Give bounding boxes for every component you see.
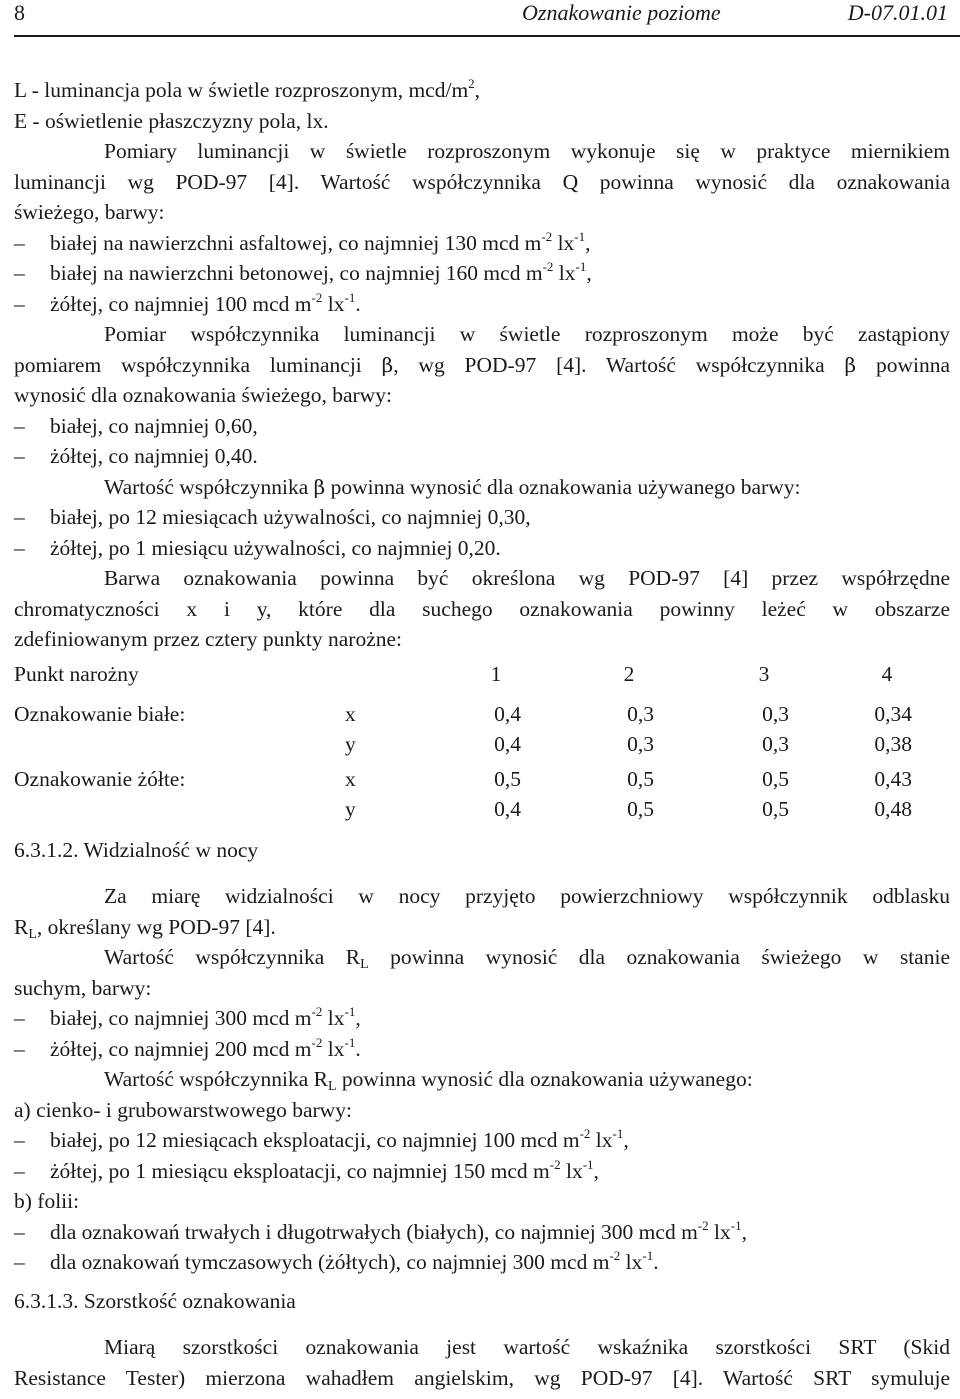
table-header-cell: 2 [623, 661, 635, 686]
list-item: – białej na nawierzchni asfaltowej, co najmniej 130 mcd $m^{-2}$ $lx^{-1}$, [14, 228, 591, 255]
para-rl-fresh-2: suchym, barwy: [14, 975, 152, 1000]
table-cell: 0,4 [494, 701, 521, 726]
para-rl-fresh-1: Wartość współczynnika $R_L$ powinna wynosić dla oznakowania świeżego w stanie [104, 945, 950, 972]
list-item: – żółtej, po 1 miesiącu eksploatacji, co najmniej 150 mcd $m^{-2}$ $lx^{-1}$, [14, 1156, 599, 1183]
para-luminance-1: Pomiary luminancji w świetle rozproszonym wykonuje się w praktyce miernikiem [104, 139, 950, 163]
list-item: – dla oznakowań trwałych i długotrwałych (białych), co najmniej 300 mcd $m^{-2}$ $lx^{-1}$, [14, 1217, 747, 1244]
para-color-2: chromatyczności x i y, które dla suchego oznakowania powinny leżeć w obszarze [14, 596, 950, 621]
table-cell: 0,3 [627, 701, 654, 726]
table-cell: 0,3 [762, 731, 789, 756]
header-code: D-07.01.01 [847, 0, 948, 25]
table-cell: 0,4 [494, 731, 521, 756]
list-item: – białej, co najmniej 300 mcd $m^{-2}$ $lx^{-1}$, [14, 1004, 361, 1030]
para-beta-1: Pomiar współczynnika luminancji w świetle rozproszonym może być zastąpiony [104, 322, 950, 346]
table-header-label: Punkt narożny [14, 661, 139, 686]
para-rl-2: $R_L$, określany wg POD-97 [4]. [14, 914, 276, 942]
rl-used-b-label: b) folii: [14, 1189, 80, 1213]
table-header-cell: 3 [758, 661, 770, 686]
para-beta-used: Wartość współczynnika β powinna wynosić dla oznakowania używanego barwy: [104, 474, 801, 499]
table-cell: 0,48 [874, 796, 912, 821]
para-color-1: Barwa oznakowania powinna być określona wg POD-97 [4] przez współrzędne [104, 566, 950, 590]
list-item: – białej, po 12 miesiącach używalności, co najmniej 0,30, [14, 505, 531, 529]
content [14, 75, 950, 1393]
list-item: – białej na nawierzchni betonowej, co najmniej 160 mcd $m^{-2}$ $lx^{-1}$, [14, 259, 592, 285]
axis-label: x [345, 701, 356, 726]
table-cell: 0,43 [874, 766, 912, 791]
rl-used-a-label: a) cienko- i grubowarstwowego barwy: [14, 1097, 352, 1122]
table-header-cell: 4 [881, 661, 893, 686]
table-cell: 0,5 [627, 796, 654, 821]
table-cell: 0,38 [874, 731, 912, 756]
table-cell: 0,3 [762, 701, 789, 726]
def-L: L - luminancja pola w świetle rozproszonym, mcd/$m^2$, [14, 76, 481, 102]
para-rl-used: Wartość współczynnika $R_L$ powinna wynosić dla oznakowania używanego: [104, 1067, 753, 1094]
table-cell: 0,5 [627, 766, 654, 791]
row-label-white: Oznakowanie białe: [14, 701, 186, 726]
table-cell: 0,4 [494, 796, 521, 821]
axis-label: y [345, 731, 356, 756]
list-item: – białej, po 12 miesiącach eksploatacji, co najmniej 100 mcd $m^{-2}$ $lx^{-1}$, [14, 1126, 629, 1152]
table-header-cell: 1 [490, 661, 502, 686]
header-title: Oznakowanie poziome [522, 0, 721, 25]
corner-points-table [14, 659, 950, 835]
list-item: – żółtej, co najmniej 200 mcd $m^{-2}$ $lx^{-1}$. [14, 1034, 361, 1061]
para-beta-2: pomiarem współczynnika luminancji β, wg POD-97 [4]. Wartość współczynnika β powinna [14, 352, 950, 377]
page-header [14, 0, 948, 34]
table-cell: 0,5 [762, 796, 789, 821]
table-cell: 0,34 [874, 701, 912, 726]
para-rl-1: Za miarę widzialności w nocy przyjęto powierzchniowy współczynnik odblasku [104, 884, 950, 908]
list-item: – żółtej, co najmniej 0,40. [14, 444, 258, 468]
para-beta-3: wynosić dla oznakowania świeżego, barwy: [14, 383, 392, 407]
table-cell: 0,5 [762, 766, 789, 791]
def-E: E - oświetlenie płaszczyzny pola, lx. [14, 108, 329, 133]
row-label-yellow: Oznakowanie żółte: [14, 766, 186, 791]
list-item: – żółtej, co najmniej 100 mcd $m^{-2}$ $lx^{-1}$. [14, 289, 361, 316]
para-luminance-3: świeżego, barwy: [14, 200, 165, 224]
table-cell: 0,3 [627, 731, 654, 756]
table-cell: 0,5 [494, 766, 521, 791]
axis-label: y [345, 796, 356, 821]
section-heading-roughness: 6.3.1.3. Szorstkość oznakowania [14, 1288, 296, 1313]
para-srt-2: Resistance Tester) mierzona wahadłem angielskim, wg POD-97 [4]. Wartość SRT symuluje [14, 1365, 950, 1390]
axis-label: x [345, 766, 356, 791]
header-rule [14, 35, 960, 37]
para-srt-1: Miarą szorstkości oznakowania jest wartość wskaźnika szorstkości SRT (Skid [104, 1335, 950, 1359]
section-heading-night: 6.3.1.2. Widzialność w nocy [14, 837, 259, 862]
list-item: – dla oznakowań tymczasowych (żółtych), co najmniej 300 mcd $m^{-2}$ $lx^{-1}$. [14, 1248, 659, 1274]
list-item: – żółtej, po 1 miesiącu używalności, co najmniej 0,20. [14, 535, 501, 560]
para-luminance-2: luminancji wg POD-97 [4]. Wartość współczynnika Q powinna wynosić dla oznakowania [14, 169, 950, 194]
para-color-3: zdefiniowanym przez cztery punkty narożne: [14, 627, 403, 651]
list-item: – białej, co najmniej 0,60, [14, 413, 258, 438]
page-number: 8 [14, 0, 25, 25]
